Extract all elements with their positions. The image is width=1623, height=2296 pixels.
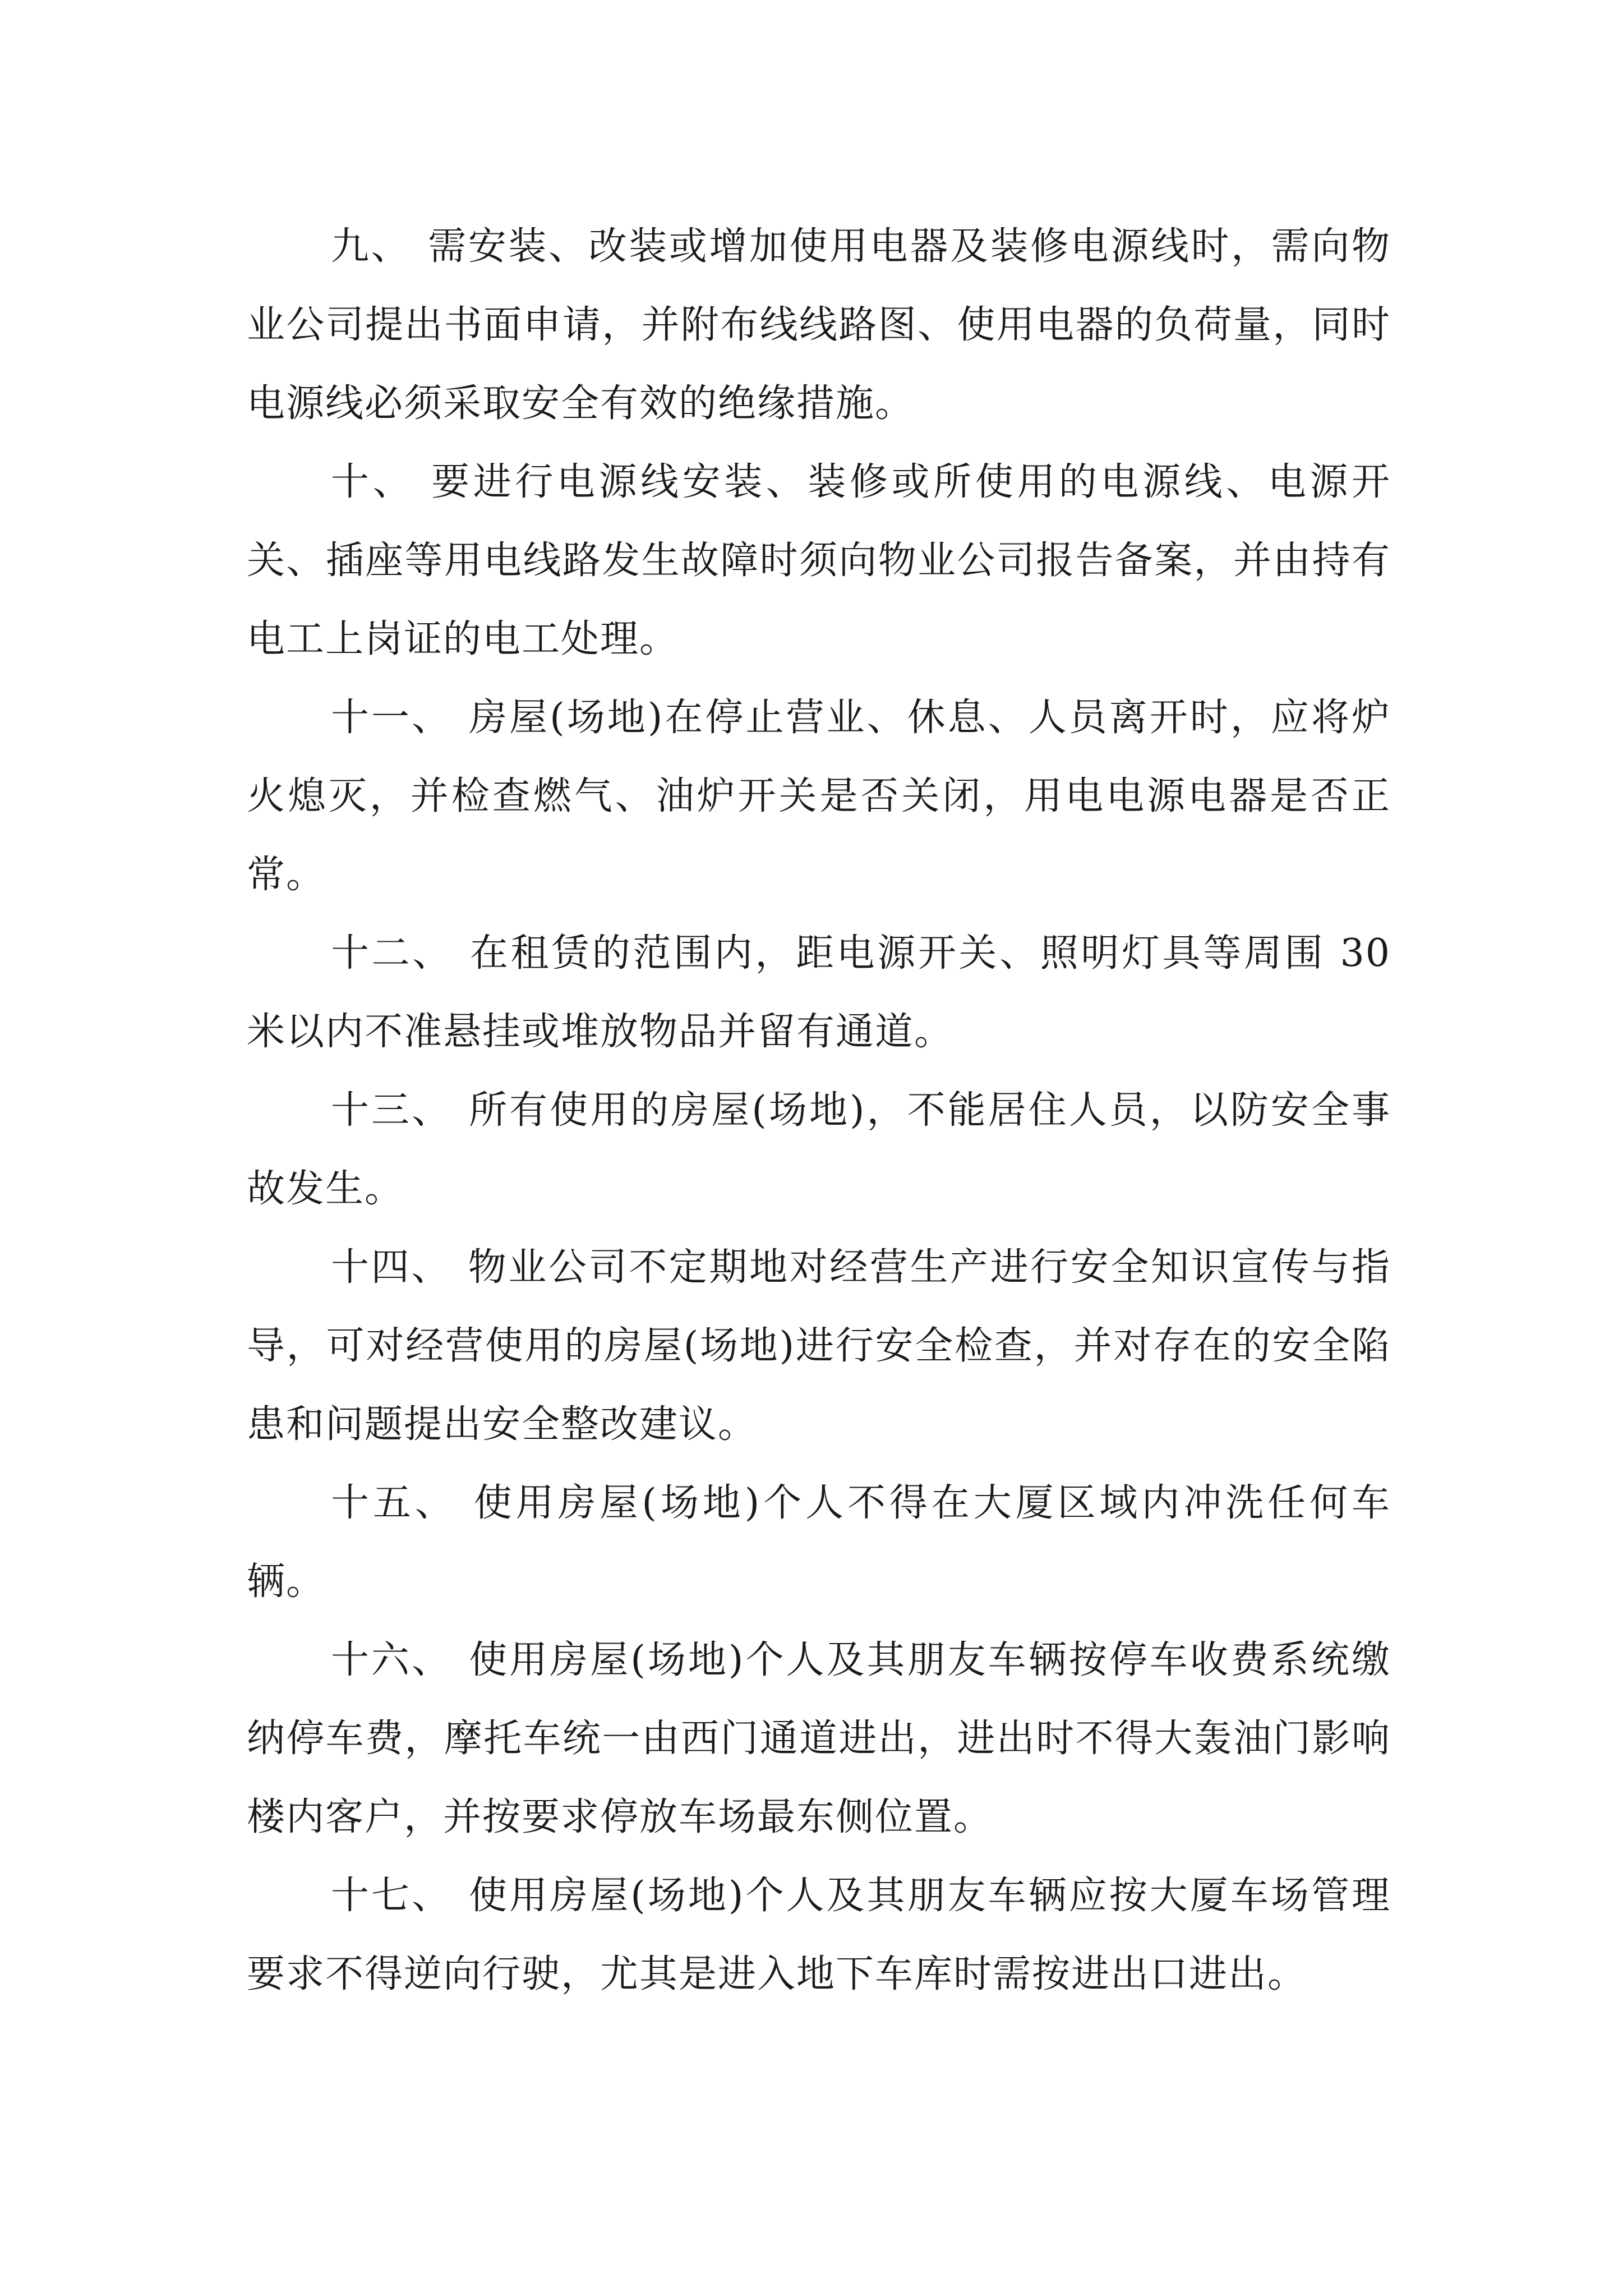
document-body: [247, 208, 1391, 2014]
clause-number: 十六、: [331, 1638, 453, 1682]
clause-text: 房屋(场地)在停止营业、休息、人员离开时，应将炉火熄灭，并检查燃气、油炉开关是否关闭，用电电源电器是否正常。: [247, 696, 1391, 897]
clause-number: 十七、: [331, 1874, 453, 1918]
clause-13: [247, 1071, 1391, 1228]
clause-16: [247, 1621, 1391, 1857]
clause-number: 十三、: [331, 1088, 453, 1133]
clause-text: 使用房屋(场地)个人不得在大厦区域内冲洗任何车辆。: [247, 1481, 1391, 1604]
clause-10: [247, 443, 1391, 679]
clause-text: 使用房屋(场地)个人及其朋友车辆应按大厦车场管理要求不得逆向行驶，尤其是进入地下车库时需按进出口进出。: [247, 1874, 1391, 1996]
clause-number: 十二、: [331, 931, 453, 976]
clause-number: 十四、: [331, 1245, 451, 1290]
clause-17: [247, 1857, 1391, 2014]
clause-number: 十一、: [331, 696, 453, 740]
clause-number: 十、: [331, 460, 415, 504]
clause-number: 九、: [331, 224, 412, 269]
clause-text: 需安装、改装或增加使用电器及装修电源线时，需向物业公司提出书面申请，并附布线线路图、使用电器的负荷量，同时电源线必须采取安全有效的绝缘措施。: [247, 224, 1391, 426]
clause-9: [247, 208, 1391, 443]
clause-number: 十五、: [331, 1481, 457, 1525]
clause-12: [247, 914, 1391, 1071]
clause-text: 所有使用的房屋(场地)，不能居住人员，以防安全事故发生。: [247, 1088, 1391, 1211]
clause-text: 物业公司不定期地对经营生产进行安全知识宣传与指导，可对经营使用的房屋(场地)进行安全检查，并对存在的安全陷患和问题提出安全整改建议。: [247, 1245, 1391, 1447]
clause-text: 要进行电源线安装、装修或所使用的电源线、电源开关、插座等用电线路发生故障时须向物业公司报告备案，并由持有电工上岗证的电工处理。: [247, 460, 1391, 661]
clause-text: 在租赁的范围内，距电源开关、照明灯具等周围 30 米以内不准悬挂或堆放物品并留有通道。: [247, 931, 1391, 1054]
clause-14: [247, 1228, 1391, 1464]
clause-11: [247, 679, 1391, 914]
clause-text: 使用房屋(场地)个人及其朋友车辆按停车收费系统缴纳停车费，摩托车统一由西门通道进出，进出时不得大轰油门影响楼内客户，并按要求停放车场最东侧位置。: [247, 1638, 1391, 1839]
clause-15: [247, 1464, 1391, 1621]
